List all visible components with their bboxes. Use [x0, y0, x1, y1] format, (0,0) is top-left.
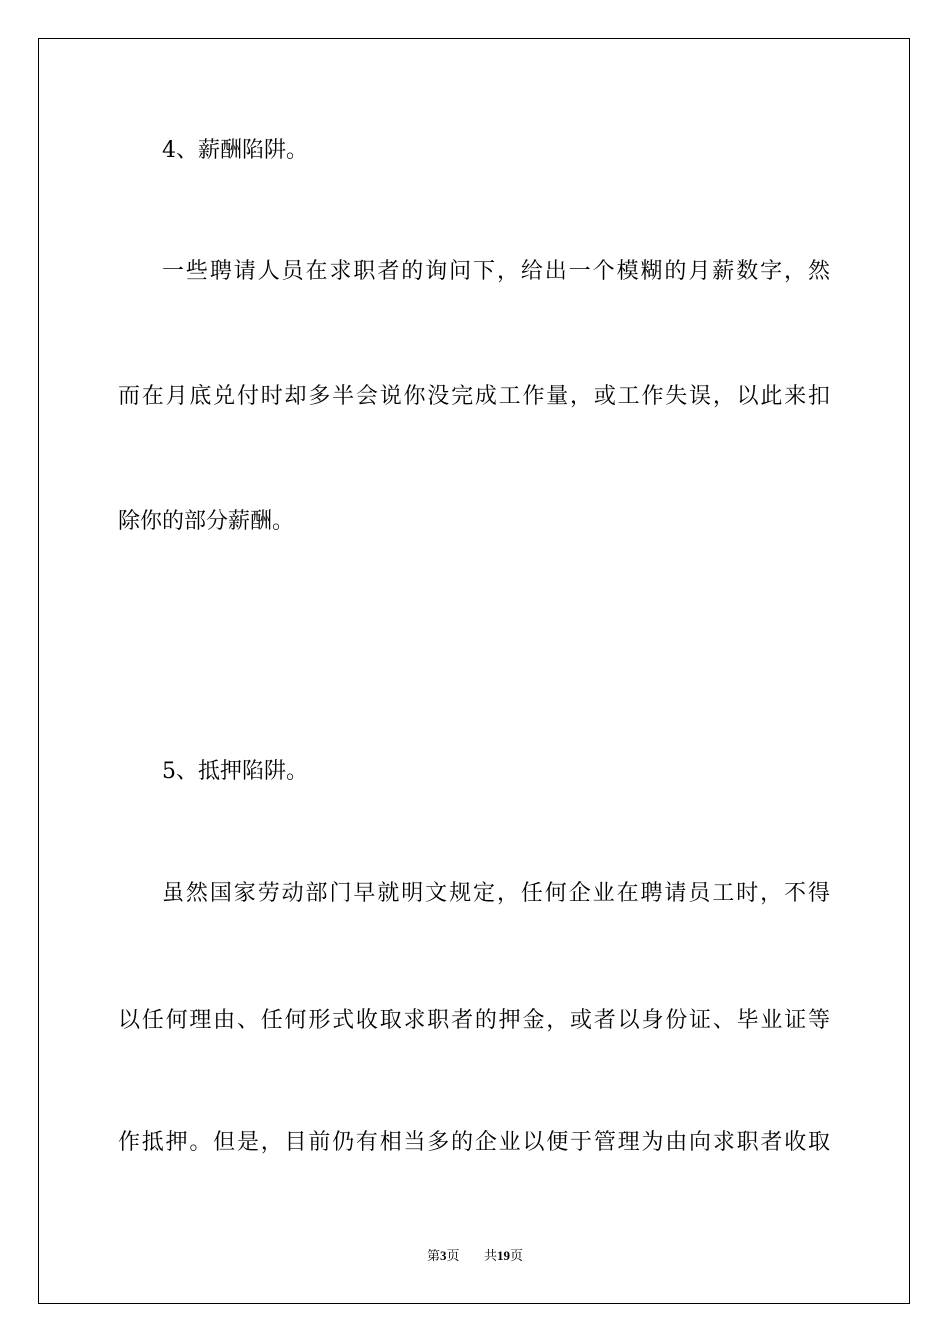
paragraph-line: 作抵押。但是，目前仍有相当多的企业以便于管理为由向求职者收取 — [118, 1130, 830, 1155]
page-border — [38, 38, 910, 1304]
section-heading-4: 4、薪酬陷阱。 — [162, 138, 308, 163]
paragraph-line: 虽然国家劳动部门早就明文规定，任何企业在聘请员工时，不得 — [162, 881, 830, 906]
paragraph-line: 除你的部分薪酬。 — [118, 509, 295, 534]
paragraph-line: 一些聘请人员在求职者的询问下，给出一个模糊的月薪数字，然 — [162, 259, 830, 284]
page-number: 第3页 — [426, 1248, 460, 1263]
page-total: 共19页 — [484, 1248, 524, 1263]
paragraph-line: 以任何理由、任何形式收取求职者的押金，或者以身份证、毕业证等 — [118, 1008, 830, 1033]
page-footer — [0, 1248, 950, 1264]
paragraph-line: 而在月底兑付时却多半会说你没完成工作量，或工作失误，以此来扣 — [118, 384, 830, 409]
section-heading-5: 5、抵押陷阱。 — [162, 759, 308, 784]
